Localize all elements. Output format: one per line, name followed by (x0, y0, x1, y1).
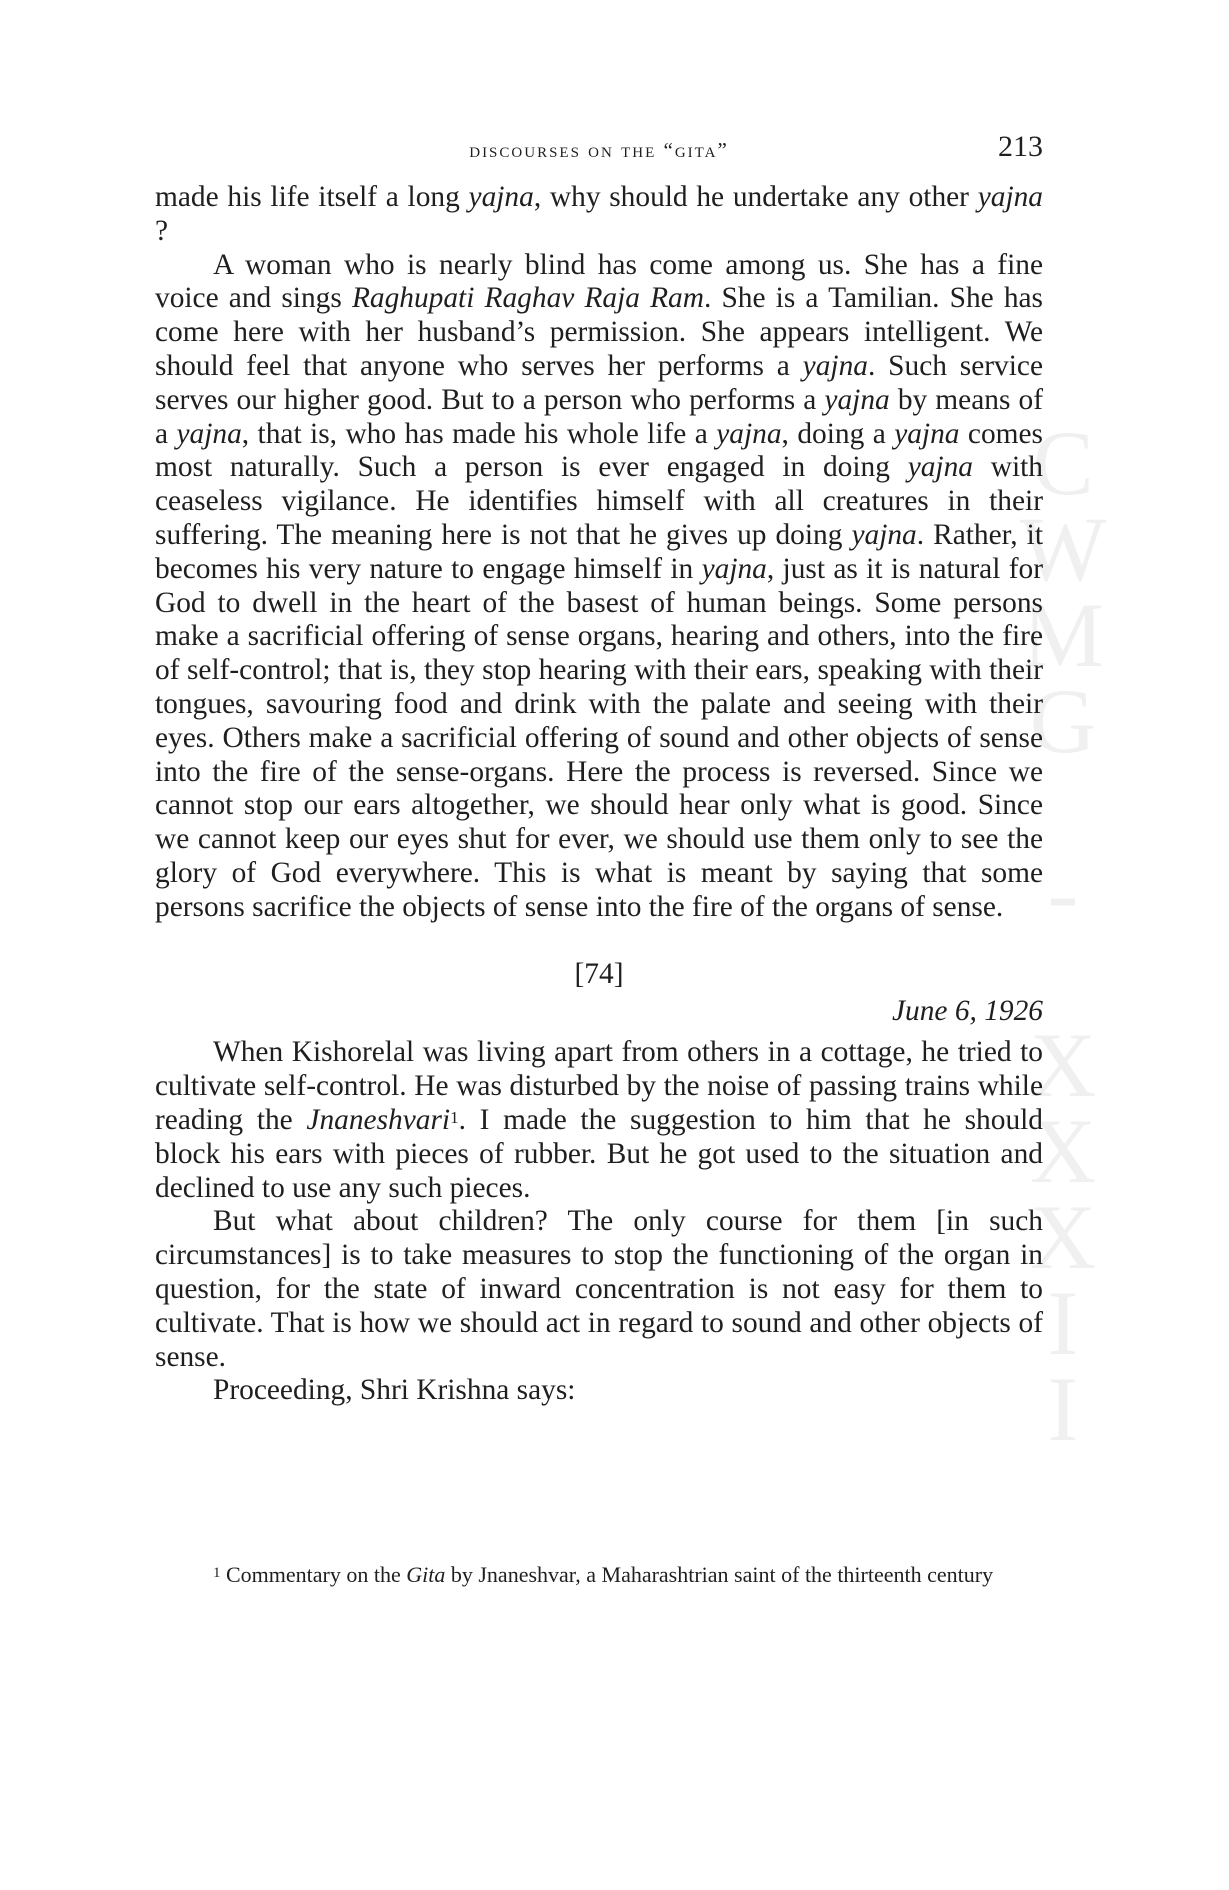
body-text (155, 181, 1043, 1408)
italic-term: yajna (977, 181, 1043, 213)
italic-term: yajna (176, 417, 242, 450)
italic-term: yajna (802, 349, 868, 382)
italic-term: yajna (716, 417, 782, 450)
text-run: Commentary on the (220, 1562, 407, 1587)
italic-term: yajna (468, 181, 534, 213)
italic-term: yajna (701, 552, 767, 585)
text-run: . I made the suggestion to him that he should block his ears with pieces of rubber. But he got used to the situation and declined to use any such pieces. (155, 1103, 1043, 1204)
paragraph (155, 1036, 1043, 1205)
text-run: . She is a Tamilian. She has come here with her husband’s permission. She appears intelligent. We should feel that anyone who serves her performs a (155, 282, 1043, 382)
footnote-reference: 1 (450, 1107, 459, 1127)
paragraph: Proceeding, Shri Krishna says: (213, 1374, 576, 1407)
italic-term: Jnaneshvari (306, 1103, 451, 1136)
italic-term: yajna (894, 417, 960, 450)
italic-term: Gita (406, 1562, 446, 1587)
footnote (155, 1560, 1048, 1590)
text-run: by Jnaneshvar, a Maharashtrian saint of the thirteenth century (445, 1562, 994, 1587)
italic-term: yajna (907, 451, 973, 484)
date-line: June 6, 1926 (891, 994, 1043, 1027)
text-run: ? (155, 214, 169, 247)
text-run: with ceaseless vigilance. He identifies himself with all creatures in their suffering. The meaning here is not that he gives up doing (155, 451, 1043, 551)
text-run: , that is, who has made his whole life a (241, 417, 717, 450)
paragraph: But what about children? The only course for them [in such circumstances] is to take measures to stop the functioning of the organ in question, for the state of inward concentration is not easy for them to cultivate. That is how we should act in regard to sound and other objects of sense. (155, 1205, 1043, 1373)
text-run: . Such service serves our higher good. But to a person who performs a (155, 349, 1043, 416)
watermark: C W M G - X X X I I (1019, 412, 1107, 1460)
text-run: . Rather, it becomes his very nature to engage himself in (155, 518, 1043, 585)
running-head (155, 130, 1043, 170)
text-run: , doing a (781, 417, 895, 450)
italic-term: Raghupati Raghav Raja Ram (351, 282, 704, 315)
text-run: A woman who is nearly blind has come among us. She has a fine voice and sings (155, 248, 1043, 315)
text-run: , why should he undertake any other (533, 181, 978, 213)
section-number: [74] (574, 957, 624, 990)
page-number: 213 (998, 130, 1043, 163)
text-run: , just as it is natural for God to dwell in the heart of the basest of human beings. Some persons make a sacrificial offering of sense organs, hearing and others, into the fire of self-control; that is, they stop hearing with their ears, speaking with their tongues, savouring food and drink with the palate and seeing with their eyes. Others make a sacrificial offering of sound and other objects of sense into the fire of the sense-organs. Here the process is reversed. Since we cannot stop our ears altogether, we should hear only what is good. Since we cannot keep our eyes shut for ever, we should use them only to see the glory of God everywhere. This is what is meant by saying that some persons sacrifice the objects of sense into the fire of the organs of sense. (155, 552, 1043, 923)
text-run: by means of a (155, 383, 1043, 450)
text-run: When Kishorelal was living apart from others in a cottage, he tried to cultivate self-control. He was disturbed by the noise of passing trains while reading the (155, 1036, 1043, 1136)
text-run: made his life itself a long (155, 181, 469, 213)
text-run: comes most naturally. Such a person is ever engaged in doing (155, 417, 1043, 484)
paragraph (155, 181, 1043, 249)
italic-term: yajna (824, 383, 890, 416)
running-title: discourses on the “gita” (469, 138, 729, 162)
paragraph (155, 249, 1043, 925)
footnote-marker: 1 (213, 1565, 221, 1581)
italic-term: yajna (851, 518, 917, 551)
